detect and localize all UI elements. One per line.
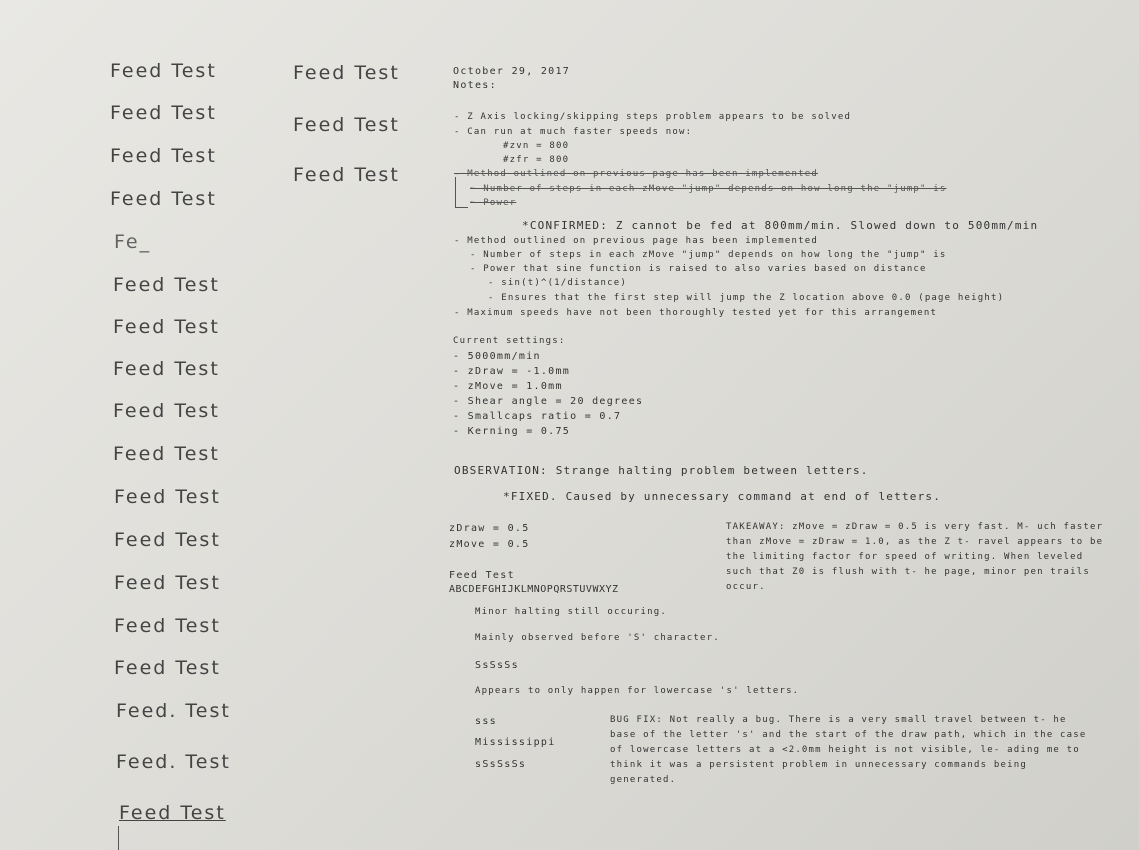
feed-test-left-final: Feed Test xyxy=(119,802,226,824)
halting-minor: Minor halting still occuring. xyxy=(475,607,667,617)
feed-test-left-5: Fe_ xyxy=(114,231,152,253)
feed-test-left-2: Feed Test xyxy=(110,102,217,124)
halting-appears: Appears to only happen for lowercase 's' letters. xyxy=(475,686,800,696)
feed-test-left-8: Feed Test xyxy=(113,358,220,380)
note-zvn: #zvn = 800 xyxy=(503,141,570,151)
setting-zmove: - zMove = 1.0mm xyxy=(453,381,563,392)
feed-test-left-13: Feed Test xyxy=(114,572,221,594)
feed-test-left-3: Feed Test xyxy=(110,145,217,167)
method-2: - Number of steps in each zMove "jump" depends on how long the "jump" is xyxy=(470,250,947,260)
method-4: - sin(t)^(1/distance) xyxy=(488,278,627,288)
feed-test-mid-1: Feed Test xyxy=(293,62,400,84)
method-1: - Method outlined on previous page has been implemented xyxy=(454,236,819,246)
bug-sample-mississippi: Mississippi xyxy=(475,737,556,748)
feed-test-left-11: Feed Test xyxy=(114,486,221,508)
method-6: - Maximum speeds have not been thoroughly tested yet for this arrangement xyxy=(454,308,938,318)
note-zfr: #zfr = 800 xyxy=(503,155,570,165)
zdraw-value: zDraw = 0.5 xyxy=(449,523,530,534)
setting-smallcaps: - Smallcaps ratio = 0.7 xyxy=(453,411,622,422)
takeaway-paragraph: TAKEAWAY: zMove = zDraw = 0.5 is very fast. M- uch faster than zMove = zDraw = 1.0, as the Z t- ravel appears to be the limiting factor for speed of writing. When leveled such that Z0 is flush with t- he page, minor pen trails occur. xyxy=(726,522,1104,592)
strike-bracket xyxy=(455,177,468,208)
feed-test-left-14: Feed Test xyxy=(114,615,221,637)
bug-fix-paragraph: BUG FIX: Not really a bug. There is a very small travel between t- he base of the letter 's' and the start of the draw path, which in the case of lowercase letters at a <2.0mm height is not visible, le- ading me to think it was a persistent problem in unnecessary commands being generated. xyxy=(610,715,1087,785)
feed-test-left-17: Feed. Test xyxy=(116,751,231,773)
method-5: - Ensures that the first step will jump the Z location above 0.0 (page height) xyxy=(488,293,1005,303)
trail-line xyxy=(118,826,119,850)
halting-sample: SsSsSs xyxy=(475,660,519,671)
setting-zdraw: - zDraw = -1.0mm xyxy=(453,366,571,377)
observation: OBSERVATION: Strange halting problem between letters. xyxy=(454,464,869,477)
date: October 29, 2017 xyxy=(453,66,571,77)
struck-number: ~ Number of steps in each zMove "jump" depends on how long the "jump" is xyxy=(470,184,947,194)
feed-test-left-7: Feed Test xyxy=(113,316,220,338)
feed-test-mid-2: Feed Test xyxy=(293,114,400,136)
struck-method: - Method outlined on previous page has been implemented xyxy=(454,169,819,179)
confirmed-note: *CONFIRMED: Z cannot be fed at 800mm/min. Slowed down to 500mm/min xyxy=(522,219,1039,232)
sample-alphabet: ABCDEFGHIJKLMNOPQRSTUVWXYZ xyxy=(449,584,619,595)
feed-test-mid-3: Feed Test xyxy=(293,164,400,186)
feed-test-left-10: Feed Test xyxy=(113,443,220,465)
halting-mainly: Mainly observed before 'S' character. xyxy=(475,633,720,643)
feed-test-left-9: Feed Test xyxy=(113,400,220,422)
bug-sample-ssssss: sSsSsSs xyxy=(475,759,527,770)
feed-test-left-15: Feed Test xyxy=(114,657,221,679)
bug-sample-sss: sss xyxy=(475,716,497,727)
feed-test-left-6: Feed Test xyxy=(113,274,220,296)
feed-test-left-12: Feed Test xyxy=(114,529,221,551)
note-speeds: - Can run at much faster speeds now: xyxy=(454,127,693,137)
feed-test-left-1: Feed Test xyxy=(110,60,217,82)
struck-power: ~ Power xyxy=(470,198,517,208)
setting-shear: - Shear angle = 20 degrees xyxy=(453,396,644,407)
notes-label: Notes: xyxy=(453,80,497,91)
zmove-value: zMove = 0.5 xyxy=(449,539,530,550)
setting-kerning: - Kerning = 0.75 xyxy=(453,426,571,437)
setting-speed: - 5000mm/min xyxy=(453,351,541,362)
feed-test-left-16: Feed. Test xyxy=(116,700,231,722)
method-3: - Power that sine function is raised to also varies based on distance xyxy=(470,264,927,274)
observation-fixed: *FIXED. Caused by unnecessary command at end of letters. xyxy=(503,490,942,503)
feed-test-left-4: Feed Test xyxy=(110,188,217,210)
sample-title: Feed Test xyxy=(449,570,515,581)
settings-label: Current settings: xyxy=(453,336,566,346)
note-z-axis: - Z Axis locking/skipping steps problem appears to be solved xyxy=(454,112,852,122)
